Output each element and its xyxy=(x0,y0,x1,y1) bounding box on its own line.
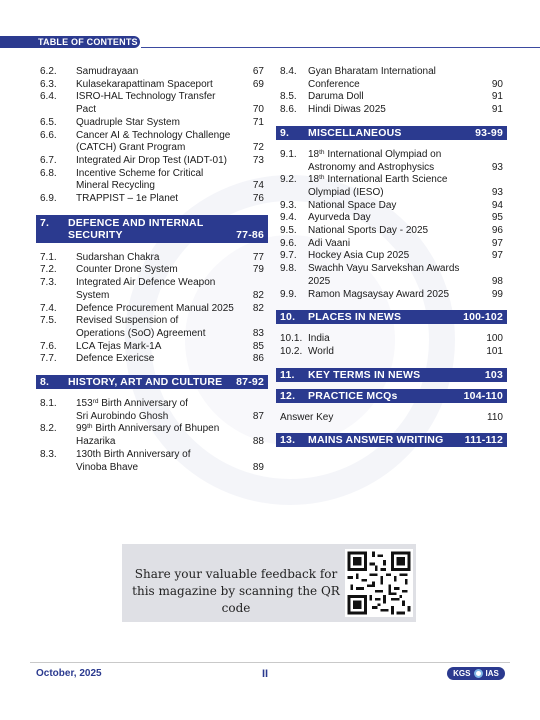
entry-number: 9.3. xyxy=(280,199,297,211)
entry-title-text: Defence Exericse xyxy=(76,353,155,365)
entry-title-line2: Sri Aurobindo Ghosh xyxy=(76,410,169,422)
entry-title xyxy=(76,449,240,474)
entry-page: 93 xyxy=(491,161,503,173)
entry-number: 8.2. xyxy=(40,423,57,435)
entry-title xyxy=(308,104,479,117)
entry-title-line1: Cancer AI & Technology Challenge xyxy=(76,129,231,141)
toc-entry[interactable] xyxy=(280,346,503,359)
section-pages: 93-99 xyxy=(475,126,503,139)
entry-number: 7.2. xyxy=(40,264,57,276)
toc-entry[interactable] xyxy=(40,341,264,354)
entry-number: 7.6. xyxy=(40,340,57,352)
section-number: 7. xyxy=(40,216,50,229)
entry-page: 71 xyxy=(252,116,264,128)
entry-page: 69 xyxy=(252,78,264,90)
feedback-text: Share your valuable feedback for this magazine by scanning the QR code xyxy=(132,567,340,615)
entry-title-text: LCA Tejas Mark-1A xyxy=(76,340,162,352)
section-title: PRACTICE MCQs xyxy=(308,389,398,402)
toc-entry[interactable] xyxy=(40,168,264,193)
entry-page: 91 xyxy=(491,91,503,103)
section-title: KEY TERMS IN NEWS xyxy=(308,368,421,381)
entry-page: 99 xyxy=(491,288,503,300)
entry-title-text: TRAPPIST – 1e Planet xyxy=(76,193,179,205)
entry-number: 6.2. xyxy=(40,66,57,77)
entry-number: 8.6. xyxy=(280,104,297,116)
entry-title xyxy=(308,225,479,238)
toc-entry[interactable] xyxy=(40,117,264,130)
entry-number: 6.9. xyxy=(40,193,57,205)
toc-entry-answer-key[interactable] xyxy=(280,412,503,425)
entry-page: 90 xyxy=(491,78,503,90)
section-pages: 77-86 xyxy=(236,228,264,241)
entry-title xyxy=(76,341,240,354)
section-number: 8. xyxy=(40,376,50,389)
toc-entry[interactable] xyxy=(40,66,264,79)
entry-page: 101 xyxy=(486,345,503,357)
entry-title xyxy=(76,66,240,79)
entry-title-ordinal: 99 xyxy=(76,423,88,435)
section-title: MAINS ANSWER WRITING xyxy=(308,434,444,447)
entry-number: 6.5. xyxy=(40,116,57,128)
entry-title-line2: (CATCH) Grant Program xyxy=(76,142,186,154)
entry-title xyxy=(308,200,479,213)
entry-title xyxy=(308,66,479,91)
toc-entry[interactable] xyxy=(40,155,264,168)
entry-title xyxy=(308,263,479,288)
entry-number: 9.9. xyxy=(280,288,297,300)
entry-title-ordinal: 18 xyxy=(308,148,320,160)
header-rule xyxy=(141,47,540,48)
entry-page: 73 xyxy=(252,154,264,166)
entry-title-line2: Conference xyxy=(308,78,360,90)
entry-title xyxy=(308,250,479,263)
entry-number: 9.6. xyxy=(280,237,297,249)
section-title: PLACES IN NEWS xyxy=(308,311,402,324)
entry-page: 89 xyxy=(252,461,264,473)
toc-entry[interactable] xyxy=(280,174,503,199)
toc-entry[interactable] xyxy=(280,289,503,302)
entry-title-line1: Swachh Vayu Sarvekshan Awards xyxy=(308,263,460,275)
entry-page: 91 xyxy=(491,104,503,116)
entry-page: 88 xyxy=(252,436,264,448)
entry-title-line2: Astronomy and Astrophysics xyxy=(308,161,435,173)
toc-entry[interactable] xyxy=(40,252,264,265)
entry-title-line2: Operations (SoO) Agreement xyxy=(76,327,206,339)
logo-text-right: IAS xyxy=(485,669,499,678)
entry-title-suffix: rd xyxy=(92,398,99,406)
entry-title-suffix: th xyxy=(87,423,93,431)
toc-right-column xyxy=(280,66,503,447)
entry-number: 9.1. xyxy=(280,148,297,160)
entry-title xyxy=(76,303,240,316)
entry-number: 10.2. xyxy=(280,345,303,357)
entry-page: 87 xyxy=(252,410,264,422)
entry-title-line1: International Earth Science xyxy=(324,174,448,186)
section-pages: 103 xyxy=(484,368,503,381)
toc-entry[interactable] xyxy=(40,315,264,340)
entry-title-text: World xyxy=(308,345,334,357)
toc-entry[interactable] xyxy=(40,264,264,277)
entry-title xyxy=(76,91,240,116)
toc-entry[interactable] xyxy=(40,193,264,206)
entry-title-text: National Sports Day - 2025 xyxy=(308,225,429,237)
entry-page: 97 xyxy=(491,250,503,262)
section-7-header[interactable] xyxy=(36,215,268,243)
entry-page: 98 xyxy=(491,275,503,287)
entry-page: 95 xyxy=(491,212,503,224)
section-11-header[interactable] xyxy=(276,368,507,382)
toc-entry[interactable] xyxy=(40,353,264,366)
entry-title xyxy=(76,79,240,92)
section-pages: 104-110 xyxy=(463,389,503,402)
section-10-header[interactable] xyxy=(276,310,507,324)
entry-title-text: Hockey Asia Cup 2025 xyxy=(308,250,410,262)
entry-number: 7.3. xyxy=(40,277,57,289)
toc-header-label: TABLE OF CONTENTS xyxy=(0,36,140,48)
entry-page: 82 xyxy=(252,289,264,301)
entry-title-text: Adi Vaani xyxy=(308,237,351,249)
toc-entry[interactable] xyxy=(280,212,503,225)
entry-title-line2: Hazarika xyxy=(76,436,116,448)
entry-title xyxy=(76,252,240,265)
section-number: 11. xyxy=(280,368,295,381)
entry-page: 70 xyxy=(252,104,264,116)
entry-page: 94 xyxy=(491,199,503,211)
entry-title-text: India xyxy=(308,333,330,345)
section-pages: 111-112 xyxy=(464,434,503,447)
entry-page: 74 xyxy=(252,180,264,192)
section-12-header[interactable] xyxy=(276,389,507,403)
entry-title xyxy=(308,346,479,359)
toc-entry[interactable] xyxy=(280,225,503,238)
entry-number: 7.7. xyxy=(40,353,57,365)
entry-title xyxy=(76,264,240,277)
entry-number: 6.4. xyxy=(40,91,57,103)
section-number: 12. xyxy=(280,389,296,402)
entry-number: 9.8. xyxy=(280,263,297,275)
entry-page: 79 xyxy=(252,264,264,276)
entry-title-text: Integrated Air Drop Test (IADT-01) xyxy=(76,154,227,166)
entry-title-line2: System xyxy=(76,289,110,301)
entry-page: 76 xyxy=(252,193,264,205)
entry-title-line1: Birth Anniversary of xyxy=(98,398,188,410)
toc-entry[interactable] xyxy=(280,333,503,346)
toc-entry[interactable] xyxy=(40,277,264,302)
footer-date: October, 2025 xyxy=(36,668,102,679)
entry-page: 86 xyxy=(252,353,264,365)
toc-entry[interactable] xyxy=(280,104,503,117)
entry-title-line2: 2025 xyxy=(308,275,331,287)
entry-title-line2: Vinoba Bhave xyxy=(76,461,139,473)
entry-title-suffix: th xyxy=(319,148,325,156)
entry-number: 10.1. xyxy=(280,333,303,345)
toc-entry[interactable] xyxy=(280,250,503,263)
toc-entry[interactable] xyxy=(280,149,503,174)
toc-left-column xyxy=(40,66,264,474)
entry-page: 100 xyxy=(486,333,503,345)
entry-number: 9.4. xyxy=(280,212,297,224)
section-number: 13. xyxy=(280,434,296,447)
toc-entry[interactable] xyxy=(40,398,264,423)
entry-page: 97 xyxy=(491,237,503,249)
entry-title-line1: Birth Anniversary of Bhupen xyxy=(92,423,220,435)
entry-title xyxy=(76,168,240,193)
entry-title-line2: Mineral Recycling xyxy=(76,180,155,192)
entry-title xyxy=(308,212,479,225)
entry-number: 8.1. xyxy=(40,398,57,410)
entry-title xyxy=(308,91,479,104)
entry-number: 7.1. xyxy=(40,251,57,263)
entry-title xyxy=(76,398,240,423)
entry-title-text: Kulasekarapattinam Spaceport xyxy=(76,78,213,90)
section-number: 9. xyxy=(280,126,290,139)
entry-title xyxy=(76,277,240,302)
section-13-header[interactable] xyxy=(276,433,507,447)
toc-entry[interactable] xyxy=(280,91,503,104)
section-number: 10. xyxy=(280,311,296,324)
entry-title xyxy=(308,238,479,251)
entry-number: 8.5. xyxy=(280,91,297,103)
toc-entry[interactable] xyxy=(40,79,264,92)
entry-page: 110 xyxy=(487,411,503,423)
entry-title xyxy=(76,117,240,130)
entry-page: 72 xyxy=(252,142,264,154)
entry-number: 9.2. xyxy=(280,174,297,186)
entry-title xyxy=(76,315,240,340)
section-pages: 87-92 xyxy=(236,376,264,389)
entry-title-line1: Incentive Scheme for Critical xyxy=(76,167,204,179)
entry-number: 7.5. xyxy=(40,315,57,327)
entry-title-text: Quadruple Star System xyxy=(76,116,180,128)
section-pages: 100-102 xyxy=(463,311,503,324)
entry-number: 8.3. xyxy=(40,448,57,460)
globe-icon xyxy=(474,669,483,678)
footer-page-number: II xyxy=(262,668,269,680)
section-9-header[interactable] xyxy=(276,126,507,140)
entry-title xyxy=(76,353,240,366)
section-title: MISCELLANEOUS xyxy=(308,126,402,139)
entry-title xyxy=(76,155,240,168)
entry-title xyxy=(308,333,479,346)
entry-page: 93 xyxy=(491,186,503,198)
entry-title-line1: Revised Suspension of xyxy=(76,315,179,327)
entry-title-text: Ramon Magsaysay Award 2025 xyxy=(308,288,450,300)
section-title-line2: SECURITY xyxy=(68,228,123,241)
entry-page: 83 xyxy=(252,327,264,339)
toc-entry[interactable] xyxy=(40,423,264,448)
section-title-line1: DEFENCE AND INTERNAL xyxy=(68,216,204,229)
toc-entry[interactable] xyxy=(40,91,264,116)
entry-page: 67 xyxy=(252,66,264,77)
entry-title-text: Ayurveda Day xyxy=(308,212,371,224)
entry-title xyxy=(76,130,240,155)
entry-title xyxy=(308,289,479,302)
toc-entry[interactable] xyxy=(280,238,503,251)
entry-title-text: Hindi Diwas 2025 xyxy=(308,104,386,116)
entry-number: 6.3. xyxy=(40,78,57,90)
entry-number: 9.7. xyxy=(280,250,297,262)
entry-title xyxy=(76,193,240,206)
toc-entry[interactable] xyxy=(40,130,264,155)
toc-entry[interactable] xyxy=(40,449,264,474)
logo-text-left: KGS xyxy=(453,669,471,678)
toc-entry[interactable] xyxy=(40,303,264,316)
entry-page: 77 xyxy=(252,251,264,263)
entry-title xyxy=(308,149,479,174)
entry-number: 9.5. xyxy=(280,225,297,237)
entry-title-suffix: th xyxy=(319,174,325,182)
entry-title-text: Samudrayaan xyxy=(76,66,139,77)
entry-number: 6.8. xyxy=(40,167,57,179)
entry-page: 85 xyxy=(252,340,264,352)
entry-title xyxy=(308,174,479,199)
kgs-ias-logo xyxy=(447,667,505,680)
entry-title-text: Sudarshan Chakra xyxy=(76,251,160,263)
entry-page: 82 xyxy=(252,302,264,314)
entry-title-line1: Integrated Air Defence Weapon xyxy=(76,277,216,289)
entry-title-text: Daruma Doll xyxy=(308,91,364,103)
entry-title-ordinal: 153 xyxy=(76,398,93,410)
entry-number: 6.7. xyxy=(40,154,57,166)
entry-title-line1: International Olympiad on xyxy=(324,148,442,160)
entry-page: 96 xyxy=(491,225,503,237)
entry-title-text: Defence Procurement Manual 2025 xyxy=(76,302,234,314)
entry-title-ordinal: 18 xyxy=(308,174,320,186)
toc-entry[interactable] xyxy=(280,263,503,288)
entry-title-line2: Olympiad (IESO) xyxy=(308,186,384,198)
entry-title-text: ISRO-HAL Technology Transfer Pact xyxy=(76,91,216,116)
section-8-header[interactable] xyxy=(36,375,268,389)
footer-rule xyxy=(30,662,510,663)
entry-title-text: Counter Drone System xyxy=(76,264,178,276)
entry-title xyxy=(76,423,240,448)
toc-entry[interactable] xyxy=(280,200,503,213)
entry-title-text: National Space Day xyxy=(308,199,397,211)
section-title: HISTORY, ART AND CULTURE xyxy=(68,376,223,389)
entry-title: Answer Key xyxy=(280,411,334,423)
entry-title-line1: 130th Birth Anniversary of xyxy=(76,448,191,460)
entry-number: 8.4. xyxy=(280,66,297,77)
qr-code-icon[interactable] xyxy=(345,549,413,617)
entry-number: 6.6. xyxy=(40,129,57,141)
entry-number: 7.4. xyxy=(40,302,57,314)
entry-title-line1: Gyan Bharatam International xyxy=(308,66,436,77)
toc-entry[interactable] xyxy=(280,66,503,91)
